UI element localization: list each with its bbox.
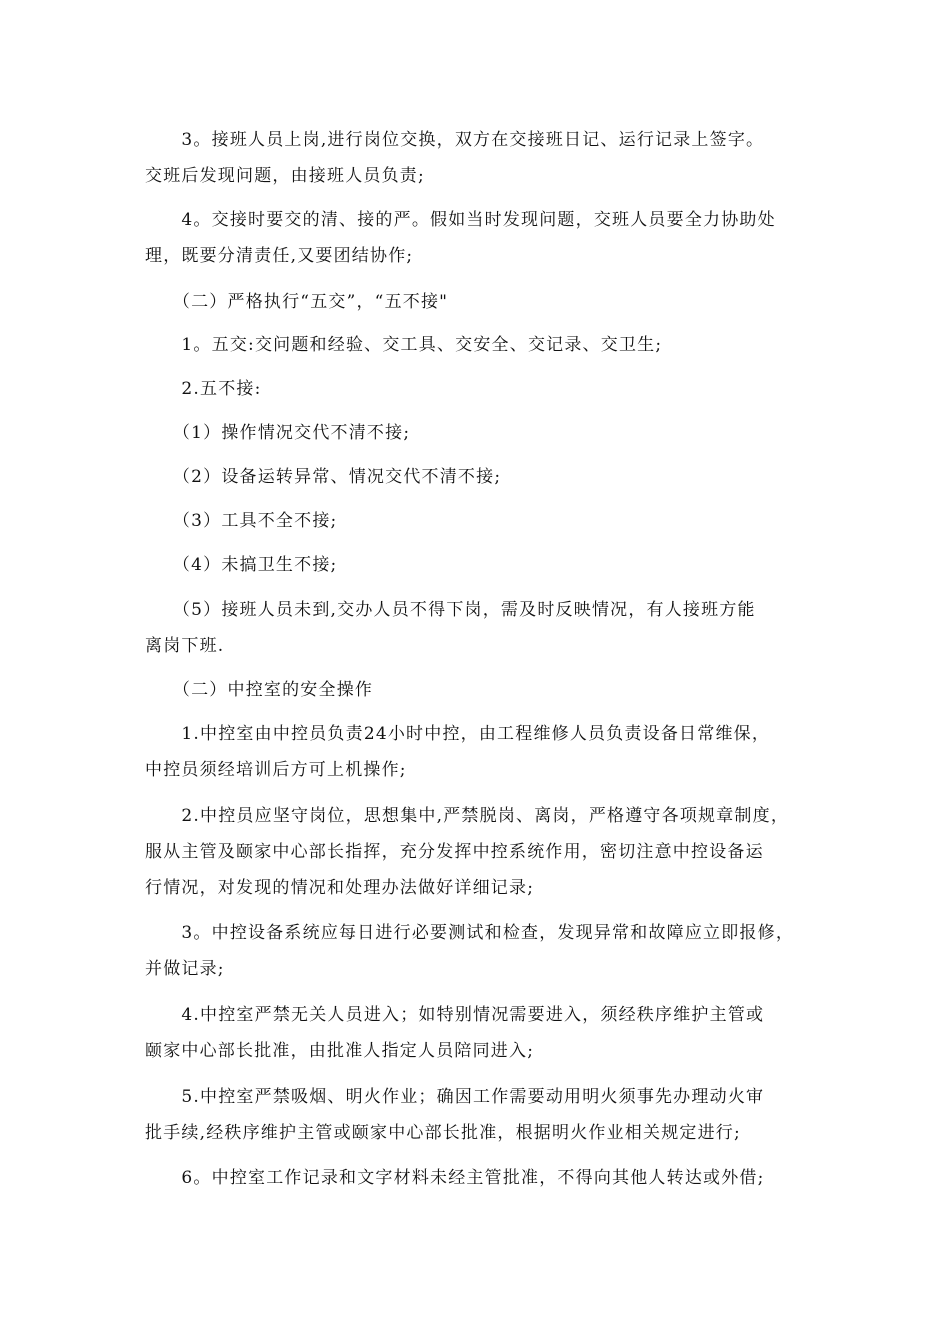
- paragraph: [145, 1079, 825, 1151]
- text-line: 颐家中心部长批准，由批准人指定人员陪同进入;: [145, 1041, 535, 1061]
- text-line: （二）严格执行“五交”，“五不接": [145, 292, 449, 312]
- paragraph: [145, 371, 825, 407]
- text-line: 3。中控设备系统应每日进行必要测试和检查，发现异常和故障应立即报修，: [145, 923, 795, 943]
- text-line: （5）接班人员未到,交办人员不得下岗，需及时反映情况，有人接班方能: [145, 600, 756, 620]
- text-line: 3。接班人员上岗,进行岗位交换，双方在交接班日记、运行记录上签字。: [145, 130, 765, 150]
- text-line: 行情况，对发现的情况和处理办法做好详细记录;: [145, 878, 535, 898]
- section-heading: [145, 284, 825, 320]
- text-line: 5.中控室严禁吸烟、明火作业；确因工作需要动用明火须事先办理动火审: [145, 1087, 765, 1107]
- list-item: [145, 503, 825, 539]
- text-line: 4.中控室严禁无关人员进入；如特别情况需要进入，须经秩序维护主管或: [145, 1005, 765, 1025]
- text-line: 4。交接时要交的清、接的严。假如当时发现问题，交班人员要全力协助处: [145, 210, 776, 230]
- text-line: 理，既要分清责任,又要团结协作;: [145, 246, 414, 266]
- list-item: [145, 459, 825, 495]
- text-line: 1.中控室由中控员负责24小时中控，由工程维修人员负责设备日常维保，: [145, 724, 771, 744]
- text-line: 1。五交:交问题和经验、交工具、交安全、交记录、交卫生;: [145, 335, 663, 355]
- list-item: [145, 415, 825, 451]
- text-line: （二）中控室的安全操作: [145, 680, 374, 700]
- text-line: （4）未搞卫生不接;: [145, 555, 338, 575]
- text-line: 交班后发现问题，由接班人员负责;: [145, 166, 425, 186]
- paragraph: [145, 1160, 825, 1196]
- paragraph: [145, 798, 825, 906]
- paragraph: [145, 915, 825, 987]
- text-line: （1）操作情况交代不清不接;: [145, 423, 411, 443]
- text-line: （3）工具不全不接;: [145, 511, 338, 531]
- section-heading: [145, 672, 825, 708]
- text-line: （2）设备运转异常、情况交代不清不接;: [145, 467, 502, 487]
- paragraph: [145, 122, 825, 194]
- list-item: [145, 547, 825, 583]
- list-item: [145, 592, 825, 664]
- text-line: 2.五不接:: [145, 379, 262, 399]
- paragraph: [145, 997, 825, 1069]
- paragraph: [145, 327, 825, 363]
- text-line: 中控员须经培训后方可上机操作;: [145, 760, 407, 780]
- paragraph: [145, 202, 825, 274]
- text-line: 6。中控室工作记录和文字材料未经主管批准，不得向其他人转达或外借;: [145, 1168, 765, 1188]
- text-line: 批手续,经秩序维护主管或颐家中心部长批准，根据明火作业相关规定进行;: [145, 1123, 741, 1143]
- paragraph: [145, 716, 825, 788]
- text-line: 并做记录;: [145, 959, 225, 979]
- text-line: 2.中控员应坚守岗位，思想集中,严禁脱岗、离岗，严格遵守各项规章制度，: [145, 806, 790, 826]
- text-line: 服从主管及颐家中心部长指挥，充分发挥中控系统作用，密切注意中控设备运: [145, 842, 764, 862]
- text-line: 离岗下班.: [145, 636, 225, 656]
